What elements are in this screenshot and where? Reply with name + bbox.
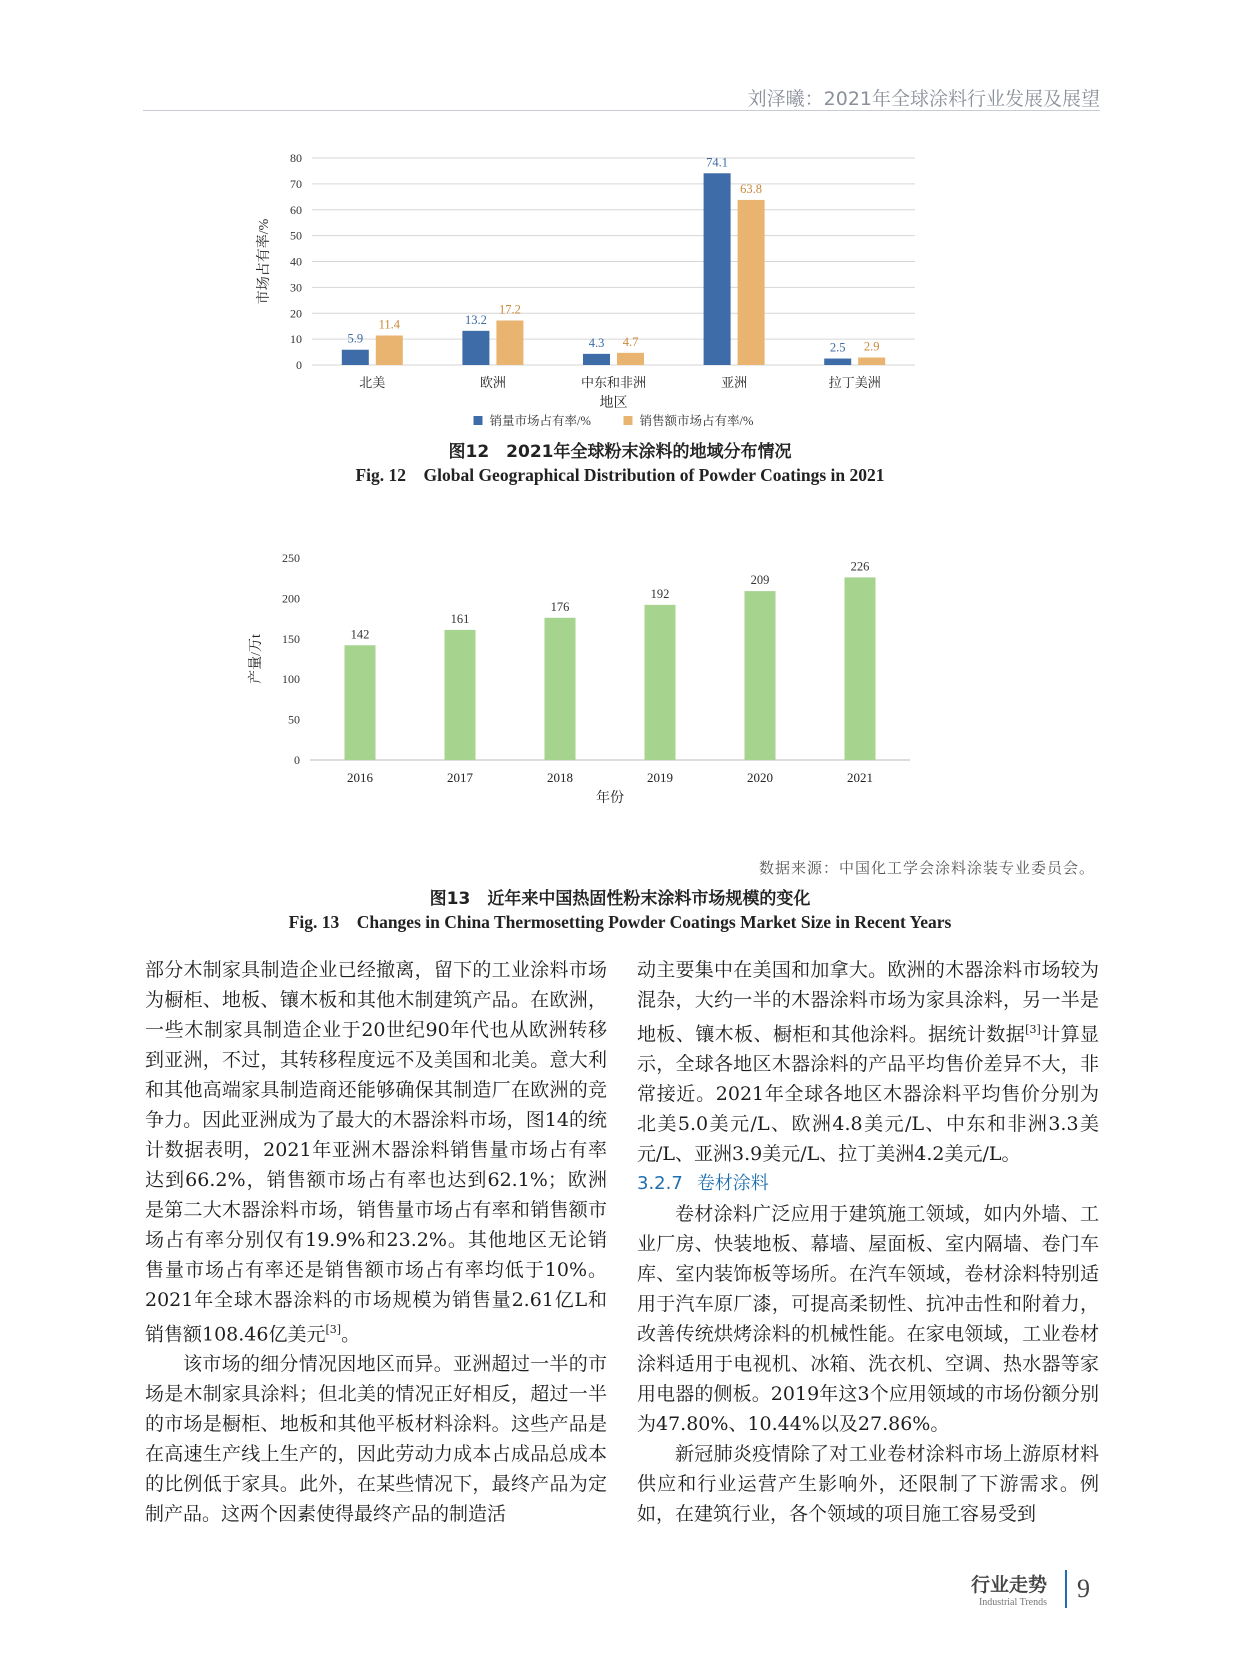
- y-tick-label: 200: [282, 591, 300, 606]
- y-tick-label: 250: [282, 551, 300, 565]
- x-tick-label: 2018: [547, 770, 573, 785]
- chart-fig13: [240, 550, 960, 850]
- data-label: 142: [350, 627, 370, 642]
- data-label: 161: [450, 611, 470, 626]
- data-label: 209: [750, 573, 770, 588]
- data-label: 63.8: [740, 181, 763, 196]
- x-tick-label: 2019: [647, 770, 673, 785]
- legend-swatch: [474, 416, 483, 425]
- bar: [583, 354, 610, 365]
- data-label: 17.2: [498, 302, 521, 317]
- fig13-caption-en: Fig. 13 Changes in China Thermosetting Powder Coatings Market Size in Recent Years: [288, 912, 952, 932]
- section-heading: [637, 1169, 1099, 1199]
- x-axis-label: 年份: [596, 791, 624, 806]
- bar: [745, 591, 776, 760]
- bar: [704, 173, 731, 365]
- paragraph-text: 计算显示，全球各地区木器涂料的产品平均售价差异不大，非常接近。2021年全球各地区木器涂料平均售价分别为北美5.0美元/L、欧洲4.8美元/L、中东和非洲3.3美元/L、亚洲3.9美元/L、拉丁美洲4.2美元/L。: [637, 1023, 1099, 1166]
- data-label: 4.3: [588, 335, 605, 350]
- bar: [545, 618, 576, 760]
- y-tick-label: 70: [290, 176, 302, 191]
- data-label: 176: [550, 599, 570, 614]
- body-paragraph: 卷材涂料广泛应用于建筑施工领域，如内外墙、工业厂房、快装地板、幕墙、屋面板、室内隔墙、卷门车库、室内装饰板等场所。在汽车领域，卷材涂料特别适用于汽车原厂漆，可提高柔韧性、抗冲击性和附着力，改善传统烘烤涂料的机械性能。在家电领域，工业卷材涂料适用于电视机、冰箱、洗衣机、空调、热水器等家用电器的侧板。2019年这3个应用领域的市场份额分别为47.80%、10.44%以及27.86%。: [637, 1203, 1099, 1436]
- y-tick-label: 20: [290, 306, 302, 321]
- running-header-title: 刘泽曦：2021年全球涂料行业发展及展望: [747, 88, 1100, 110]
- x-tick-label: 亚洲: [721, 375, 748, 390]
- footer-divider: [1065, 1570, 1067, 1608]
- header-divider: [143, 110, 1100, 111]
- bar: [342, 350, 369, 365]
- y-tick-label: 150: [282, 631, 300, 646]
- x-tick-label: 2020: [747, 770, 773, 785]
- bar: [858, 357, 885, 365]
- y-tick-label: 30: [290, 280, 302, 295]
- legend-label: 销售额市场占有率/%: [639, 414, 754, 428]
- x-axis-label: 地区: [599, 396, 628, 411]
- y-axis-label: 市场占有率/%: [257, 218, 272, 305]
- chart-svg: [240, 150, 960, 450]
- fig12-caption-cn: 图12 2021年全球粉末涂料的地域分布情况: [448, 442, 792, 462]
- y-axis-label: 产量/万t: [249, 634, 264, 684]
- paragraph-text: 部分木制家具制造企业已经撤离，留下的工业涂料市场为橱柜、地板、镶木板和其他木制建筑产品。在欧洲，一些木制家具制造企业于20世纪90年代也从欧洲转移到亚洲，不过，其转移程度远不及美国和北美。意大利和其他高端家具制造商还能够确保其制造厂在欧洲的竞争力。因此亚洲成为了最大的木器涂料市场，图14的统计数据表明，2021年亚洲木器涂料销售量市场占有率达到66.2%，销售额市场占有率也达到62.1%；欧洲是第二大木器涂料市场，销售量市场占有率和销售额市场占有率分别仅有19.9%和23.2%。其他地区无论销售量市场占有率还是销售额市场占有率均低于10%。2021年全球木器涂料的市场规模为销售量2.61亿L和销售额108.46亿美元: [145, 959, 607, 1346]
- bar: [645, 605, 676, 760]
- body-paragraph: [145, 955, 607, 1349]
- data-label: 11.4: [378, 317, 401, 332]
- body-column-left: [145, 955, 607, 1529]
- body-column-right: [637, 955, 1099, 1529]
- y-tick-label: 0: [296, 358, 302, 372]
- footer-section-label: [971, 1570, 1055, 1608]
- section-title: 卷材涂料: [696, 1173, 769, 1195]
- footer-section-en: Industrial Trends: [978, 1597, 1047, 1608]
- data-label: 5.9: [347, 331, 364, 346]
- chart-svg: [240, 550, 960, 850]
- legend-label: 销量市场占有率/%: [489, 414, 591, 428]
- bar: [496, 320, 523, 365]
- bar: [824, 359, 851, 365]
- body-paragraph: 新冠肺炎疫情除了对工业卷材涂料市场上游原材料供应和行业运营产生影响外，还限制了下游需求。例如，在建筑行业，各个领域的项目施工容易受到: [637, 1443, 1099, 1526]
- x-tick-label: 2021: [847, 770, 873, 785]
- data-label: 2.9: [863, 339, 880, 354]
- bar: [445, 630, 476, 760]
- x-tick-label: 拉丁美洲: [828, 375, 881, 390]
- chart-fig12: [240, 150, 960, 450]
- y-tick-label: 100: [282, 672, 300, 687]
- bar: [376, 336, 403, 365]
- body-paragraph: [637, 955, 1099, 1169]
- footer-section-cn: 行业走势: [970, 1574, 1047, 1596]
- x-tick-label: 2017: [447, 770, 473, 785]
- bar: [845, 577, 876, 760]
- y-tick-label: 50: [288, 712, 300, 727]
- data-label: 13.2: [464, 312, 487, 327]
- y-tick-label: 0: [294, 753, 300, 767]
- y-tick-label: 50: [290, 228, 302, 243]
- data-label: 74.1: [706, 155, 729, 170]
- fig13-source-note: 数据来源：中国化工学会涂料涂装专业委员会。: [758, 859, 1095, 877]
- citation-ref[interactable]: [3]: [1025, 1023, 1041, 1036]
- legend-swatch: [624, 416, 633, 425]
- body-paragraph: 该市场的细分情况因地区而异。亚洲超过一半的市场是木制家具涂料；但北美的情况正好相反，超过一半的市场是橱柜、地板和其他平板材料涂料。这些产品是在高速生产线上生产的，因此劳动力成本占成品总成本的比例低于家具。此外，在某些情况下，最终产品为定制产品。这两个因素使得最终产品的制造活: [145, 1353, 607, 1526]
- bar: [345, 645, 376, 760]
- paragraph-text: 。: [341, 1323, 361, 1346]
- section-number: 3.2.7: [637, 1173, 683, 1195]
- y-tick-label: 60: [290, 202, 302, 217]
- x-tick-label: 2016: [347, 770, 373, 785]
- fig12-caption-en: Fig. 12 Global Geographical Distribution of Powder Coatings in 2021: [355, 465, 885, 485]
- x-tick-label: 中东和非洲: [580, 375, 647, 390]
- bar: [617, 353, 644, 365]
- data-label: 4.7: [622, 334, 639, 349]
- x-tick-label: 欧洲: [479, 375, 506, 390]
- data-label: 2.5: [829, 340, 846, 355]
- page-number: 9: [1077, 1574, 1090, 1603]
- fig13-caption-cn: 图13 近年来中国热固性粉末涂料市场规模的变化: [429, 889, 811, 909]
- y-tick-label: 80: [290, 151, 302, 165]
- data-label: 192: [650, 586, 670, 601]
- citation-ref[interactable]: [3]: [325, 1323, 342, 1336]
- paragraph-text: 动主要集中在美国和加拿大。欧洲的木器涂料市场较为混杂，大约一半的木器涂料市场为家具涂料，另一半是地板、镶木板、橱柜和其他涂料。据统计数据: [637, 959, 1099, 1046]
- data-label: 226: [850, 559, 870, 574]
- y-tick-label: 40: [290, 254, 302, 269]
- bar: [462, 331, 489, 365]
- x-tick-label: 北美: [359, 375, 386, 390]
- page-footer: [971, 1570, 1090, 1608]
- y-tick-label: 10: [290, 332, 302, 347]
- bar: [738, 200, 765, 365]
